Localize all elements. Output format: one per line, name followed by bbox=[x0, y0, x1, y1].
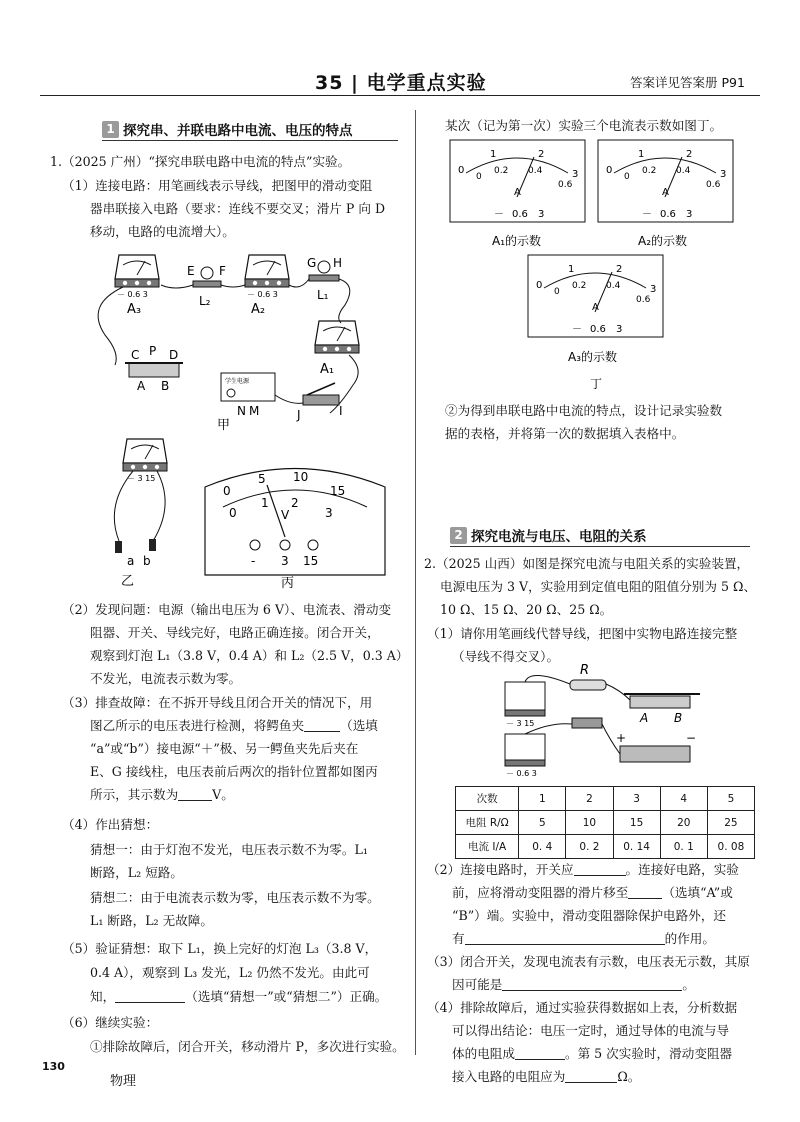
label-jia: 甲 bbox=[217, 418, 231, 433]
table-cell: 次数 bbox=[456, 787, 519, 811]
svg-text:0.6: 0.6 bbox=[590, 324, 606, 335]
svg-text:0: 0 bbox=[458, 165, 465, 176]
dial-inner-0: 0 bbox=[229, 506, 237, 520]
svg-text:0.2: 0.2 bbox=[572, 281, 587, 291]
switch-icon bbox=[303, 395, 339, 405]
label-bing: 丙 bbox=[281, 576, 295, 591]
q1-p6-line4: ②为得到串联电路中电流的特点，设计记录实验数 bbox=[445, 403, 723, 418]
svg-text:0: 0 bbox=[476, 172, 482, 182]
clip-a-icon bbox=[115, 541, 122, 553]
label-rheo-a: A bbox=[640, 711, 649, 725]
dial-outer-15: 15 bbox=[330, 484, 346, 498]
blank-rheostat-role[interactable] bbox=[465, 930, 665, 945]
table-cell: 0. 1 bbox=[660, 835, 707, 859]
q1-p6-line1: （6）继续实验： bbox=[62, 1015, 159, 1030]
q2-p4-line3: 体的电阻成 。第 5 次实验时，滑动变阻器 bbox=[452, 1046, 733, 1061]
q1-p1-line1: （1）连接电路：用笔画线表示导线，把图甲的滑动变阻 bbox=[62, 178, 373, 193]
lamp-l2-icon bbox=[201, 267, 213, 279]
q1-p6-line2: ①排除故障后，闭合开关，移动滑片 P，多次进行实验。 bbox=[90, 1039, 405, 1054]
q1-p3-line1: （3）排查故障：在不拆开导线且闭合开关的情况下，用 bbox=[62, 695, 373, 710]
blank-voltage[interactable] bbox=[178, 786, 212, 801]
table-cell: 5 bbox=[707, 787, 754, 811]
blank-switch[interactable] bbox=[574, 861, 626, 876]
rheostat-icon bbox=[129, 363, 179, 377]
q1-p4-line2: 猜想一：由于灯泡不发光，电压表示数不为零。L₁ bbox=[90, 842, 368, 857]
q1-p2-line3: 观察到灯泡 L₁（3.8 V，0.4 A）和 L₂（2.5 V，0.3 A） bbox=[90, 648, 409, 663]
dial-inner-2: 2 bbox=[291, 496, 299, 510]
svg-text:－: － bbox=[642, 209, 652, 220]
label-a-rheo: A bbox=[137, 379, 146, 393]
dial-inner-1: 1 bbox=[261, 496, 269, 510]
dial-outer-10: 10 bbox=[293, 470, 309, 484]
svg-text:1: 1 bbox=[490, 149, 497, 160]
q1-p5-line1: （5）验证猜想：取下 L₁，换上完好的灯泡 L₃（3.8 V， bbox=[62, 941, 378, 956]
blank-clip[interactable] bbox=[304, 717, 340, 732]
label-minus: − bbox=[686, 731, 697, 745]
q1-stem: 1.（2025 广州）“探究串联电路中电流的特点”实验。 bbox=[50, 154, 351, 169]
label-h: H bbox=[333, 256, 343, 270]
svg-text:3: 3 bbox=[572, 169, 579, 180]
dial-term-15: 15 bbox=[303, 554, 319, 568]
power-supply-label: 学生电源 bbox=[225, 378, 250, 385]
ammeter-a1-icon bbox=[315, 321, 359, 353]
header-rule bbox=[40, 95, 760, 96]
ammeter-a3-icon bbox=[115, 255, 159, 287]
table-cell: 20 bbox=[660, 811, 707, 835]
svg-text:2: 2 bbox=[616, 264, 623, 275]
q1-p1-line3: 移动，电路的电流增大）。 bbox=[90, 224, 235, 239]
q2-p1-line2: （导线不得交叉）。 bbox=[452, 649, 560, 664]
svg-text:3: 3 bbox=[538, 209, 545, 220]
voltmeter-icon bbox=[123, 439, 167, 471]
table-cell: 0. 14 bbox=[613, 835, 660, 859]
label-e: E bbox=[187, 264, 195, 278]
label-plus: + bbox=[616, 731, 627, 745]
dial-term-3: 3 bbox=[281, 554, 289, 568]
switch-icon bbox=[572, 718, 602, 728]
ammeter-readings-figure bbox=[440, 135, 760, 405]
section-1-rule bbox=[102, 140, 398, 141]
svg-text:A: A bbox=[592, 302, 599, 313]
svg-text:0.4: 0.4 bbox=[528, 166, 543, 176]
table-cell: 电流 I/A bbox=[456, 835, 519, 859]
svg-text:0: 0 bbox=[536, 280, 543, 291]
label-yi: 乙 bbox=[121, 574, 135, 589]
q1-p5-line3: 知， （选填“猜想一”或“猜想二”）正确。 bbox=[90, 989, 388, 1004]
table-cell: 10 bbox=[566, 811, 613, 835]
q1-p4-line4: 猜想二：由于电流表示数为零，电压表示数不为零。 bbox=[90, 890, 380, 905]
q2-p2-line3: “B”）端。实验中，滑动变阻器除保护电路外，还 bbox=[452, 908, 727, 923]
blank-resistance[interactable] bbox=[565, 1068, 617, 1083]
circuit-figure-1 bbox=[45, 245, 405, 595]
svg-text:2: 2 bbox=[538, 149, 545, 160]
blank-relation[interactable] bbox=[515, 1045, 565, 1060]
a3-terminals: － 0.6 3 bbox=[117, 290, 148, 299]
svg-text:0.6: 0.6 bbox=[558, 180, 573, 190]
table-cell: 0. 08 bbox=[707, 835, 754, 859]
label-g: G bbox=[307, 256, 317, 270]
q2-p4-line1: （4）排除故障后，通过实验获得数据如上表，分析数据 bbox=[427, 1000, 738, 1015]
table-cell: 3 bbox=[613, 787, 660, 811]
dial-outer-5: 5 bbox=[258, 472, 266, 486]
section-1-heading bbox=[102, 119, 353, 139]
q2-p1-line1: （1）请你用笔画线代替导线，把图中实物电路连接完整 bbox=[427, 626, 738, 641]
ammeter-a2-icon bbox=[245, 255, 289, 287]
page-number: 130 bbox=[42, 1060, 65, 1073]
page-title: 35 | 电学重点实验 bbox=[315, 72, 487, 94]
label-l2: L₂ bbox=[199, 294, 211, 308]
svg-text:1: 1 bbox=[568, 264, 575, 275]
svg-text:0.6: 0.6 bbox=[660, 209, 676, 220]
blank-cause[interactable] bbox=[502, 976, 682, 991]
q1-p4-line5: L₁ 断路，L₂ 无故障。 bbox=[90, 913, 213, 928]
section-2-heading bbox=[450, 525, 647, 545]
q2-p4-line2: 可以得出结论：电压一定时，通过导体的电流与导 bbox=[452, 1023, 730, 1038]
caption-a1: A₁的示数 bbox=[492, 234, 542, 248]
svg-text:0.2: 0.2 bbox=[494, 166, 509, 176]
svg-text:0: 0 bbox=[606, 165, 613, 176]
svg-text:2: 2 bbox=[686, 149, 693, 160]
fig2-amm-terms: － 0.6 3 bbox=[506, 769, 537, 778]
lamp-l2-base bbox=[193, 281, 221, 287]
svg-text:0: 0 bbox=[624, 172, 630, 182]
svg-text:0.2: 0.2 bbox=[642, 166, 657, 176]
lamp-l1-base bbox=[309, 275, 339, 281]
caption-a3: A₃的示数 bbox=[568, 350, 618, 364]
svg-text:0.4: 0.4 bbox=[606, 281, 621, 291]
q2-p4-line4: 接入电路的电阻应为 Ω。 bbox=[452, 1069, 641, 1084]
blank-slider[interactable] bbox=[628, 884, 662, 899]
q2-stem-line2: 电源电压为 3 V，实验用到定值电阻的阻值分别为 5 Ω、 bbox=[440, 579, 757, 594]
label-clip-b: b bbox=[143, 554, 151, 568]
label-a3: A₃ bbox=[127, 302, 142, 317]
clip-b-icon bbox=[149, 539, 156, 551]
fig2-volt-terms: － 3 15 bbox=[506, 719, 535, 728]
q1-p6-line5: 据的表格，并将第一次的数据填入表格中。 bbox=[445, 426, 685, 441]
label-p: P bbox=[149, 344, 157, 358]
caption-a2: A₂的示数 bbox=[638, 234, 688, 248]
svg-text:1: 1 bbox=[638, 149, 645, 160]
table-cell: 5 bbox=[519, 811, 566, 835]
table-row bbox=[456, 811, 755, 835]
q1-p2-line4: 不发光，电流表示数为零。 bbox=[90, 671, 242, 686]
ammeter-a3-dial bbox=[528, 255, 663, 337]
label-n: N bbox=[237, 404, 246, 418]
svg-text:0.6: 0.6 bbox=[706, 180, 721, 190]
table-cell: 4 bbox=[660, 787, 707, 811]
data-table bbox=[455, 786, 755, 859]
q2-stem-line1: 2.（2025 山西）如图是探究电流与电阻关系的实验装置， bbox=[424, 556, 750, 571]
ammeter-a2-dial bbox=[598, 140, 733, 222]
label-a2: A₂ bbox=[251, 302, 266, 317]
svg-text:3: 3 bbox=[650, 284, 657, 295]
label-rheo-b: B bbox=[674, 711, 683, 725]
q1-p4-line3: 断路，L₂ 短路。 bbox=[90, 865, 183, 880]
q2-p2-line4: 有 的作用。 bbox=[452, 931, 715, 946]
q1-p3-line5: 所示，其示数为 V。 bbox=[90, 787, 234, 802]
table-cell: 2 bbox=[566, 787, 613, 811]
dial-outer-0: 0 bbox=[223, 484, 231, 498]
table-row bbox=[456, 787, 755, 811]
footer-subject: 物理 bbox=[110, 1074, 137, 1089]
svg-text:0.6: 0.6 bbox=[636, 295, 651, 305]
q1-p6-line3: 某次（记为第一次）实验三个电流表示数如图丁。 bbox=[445, 118, 723, 133]
label-d: D bbox=[169, 348, 179, 362]
svg-text:0: 0 bbox=[554, 287, 560, 297]
svg-text:－: － bbox=[494, 209, 504, 220]
circuit-figure-2 bbox=[490, 660, 730, 780]
svg-text:－: － bbox=[572, 324, 582, 335]
section-2-title: 探究电流与电压、电阻的关系 bbox=[471, 529, 647, 545]
q2-p2-line2: 前，应将滑动变阻器的滑片移至 （选填“A”或 bbox=[452, 885, 733, 900]
svg-text:A: A bbox=[662, 187, 669, 198]
dial-unit: V bbox=[281, 508, 290, 522]
voltmeter-terminals: － 3 15 bbox=[127, 474, 156, 483]
label-m: M bbox=[249, 404, 260, 418]
dial-inner-3: 3 bbox=[325, 506, 333, 520]
dial-panel bbox=[205, 469, 385, 576]
q1-p3-line2: 图乙所示的电压表进行检测，将鳄鱼夹 （选填 bbox=[90, 718, 378, 733]
resistor-icon bbox=[570, 680, 606, 690]
voltmeter-icon bbox=[505, 682, 545, 710]
table-cell: 0. 2 bbox=[566, 835, 613, 859]
ammeter-icon bbox=[505, 734, 545, 760]
q1-p5-line2: 0.4 A），观察到 L₃ 发光，L₂ 仍然不发光。由此可 bbox=[90, 965, 370, 980]
column-divider bbox=[415, 110, 416, 1055]
label-clip-a: a bbox=[127, 554, 135, 568]
svg-text:3: 3 bbox=[686, 209, 693, 220]
a2-terminals: － 0.6 3 bbox=[247, 290, 278, 299]
svg-text:0.4: 0.4 bbox=[676, 166, 691, 176]
lamp-l1-icon bbox=[318, 261, 330, 273]
section-2-number: 2 bbox=[450, 527, 467, 544]
label-f: F bbox=[219, 264, 226, 278]
label-b-rheo: B bbox=[161, 379, 170, 393]
section-1-title: 探究串、并联电路中电流、电压的特点 bbox=[123, 123, 353, 139]
label-i: I bbox=[339, 404, 343, 418]
rheostat-icon bbox=[630, 696, 690, 708]
blank-guess[interactable] bbox=[115, 988, 185, 1003]
label-r: R bbox=[580, 663, 590, 678]
section-2-rule bbox=[450, 546, 750, 547]
q2-p3-line2: 因可能是 。 bbox=[452, 977, 695, 992]
answer-reference: 答案详见答案册 P91 bbox=[630, 75, 745, 90]
section-1-number: 1 bbox=[102, 121, 119, 138]
q1-p1-line2: 器串联接入电路（要求：连线不要交叉；滑片 P 向 D bbox=[90, 201, 386, 216]
label-ding: 丁 bbox=[590, 377, 603, 391]
label-a1: A₁ bbox=[320, 362, 335, 377]
dial-term-minus: - bbox=[251, 554, 256, 568]
svg-text:3: 3 bbox=[616, 324, 623, 335]
table-cell: 0. 4 bbox=[519, 835, 566, 859]
ammeter-a1-dial bbox=[450, 140, 585, 222]
svg-text:A: A bbox=[514, 187, 521, 198]
q2-p3-line1: （3）闭合开关，发现电流表有示数，电压表无示数，其原 bbox=[427, 954, 750, 969]
q1-p2-line2: 阻器、开关、导线完好，电路正确连接。闭合开关， bbox=[90, 625, 380, 640]
label-l1: L₁ bbox=[317, 288, 329, 302]
svg-text:0.6: 0.6 bbox=[512, 209, 528, 220]
q1-p3-line4: E、G 接线柱，电压表前后两次的指针位置都如图丙 bbox=[90, 764, 378, 779]
q2-p2-line1: （2）连接电路时，开关应 。连接好电路，实验 bbox=[427, 862, 739, 877]
table-cell: 25 bbox=[707, 811, 754, 835]
q1-p3-line3: “a”或“b”）接电源“＋”极、另一鳄鱼夹先后夹在 bbox=[90, 741, 359, 756]
q2-stem-line3: 10 Ω、15 Ω、20 Ω、25 Ω。 bbox=[440, 602, 613, 617]
q1-p4-line1: （4）作出猜想： bbox=[62, 817, 159, 832]
table-cell: 1 bbox=[519, 787, 566, 811]
table-row bbox=[456, 835, 755, 859]
q1-p2-line1: （2）发现问题：电源（输出电压为 6 V）、电流表、滑动变 bbox=[62, 602, 392, 617]
label-c: C bbox=[131, 348, 140, 362]
battery-icon bbox=[620, 746, 690, 762]
svg-text:3: 3 bbox=[720, 169, 727, 180]
label-j: J bbox=[297, 408, 301, 422]
table-cell: 15 bbox=[613, 811, 660, 835]
table-cell: 电阻 R/Ω bbox=[456, 811, 519, 835]
